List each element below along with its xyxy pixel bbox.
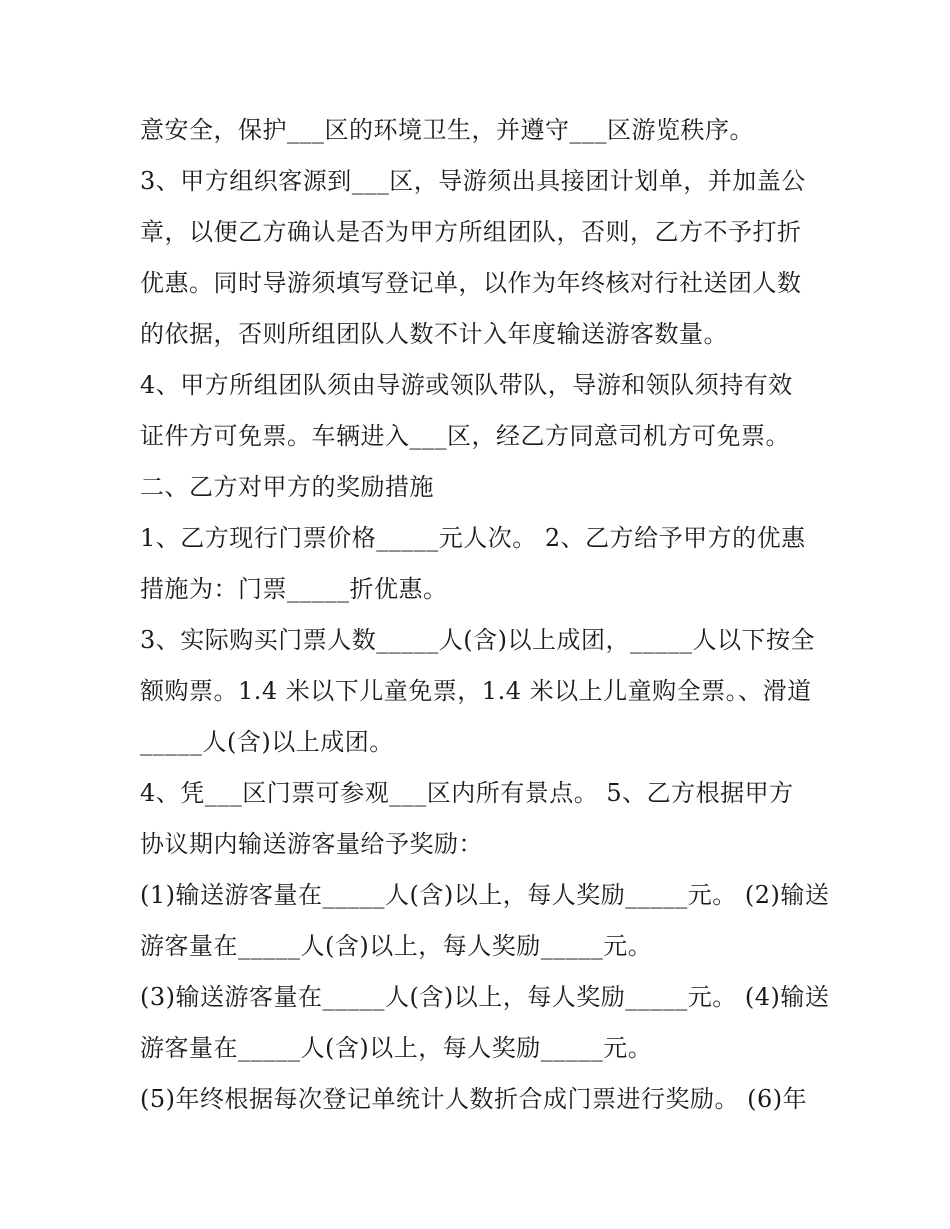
text-line: 优惠。同时导游须填写登记单，以作为年终核对行社送团人数 (140, 269, 802, 297)
text-line: 额购票。1.4 米以下儿童免票，1.4 米以上儿童购全票。、滑道 (140, 677, 812, 705)
text-line: _____人(含)以上成团。 (140, 728, 394, 756)
text-line: 章，以便乙方确认是否为甲方所组团队，否则，乙方不予打折 (140, 218, 802, 246)
text-line: 3、实际购买门票人数_____人(含)以上成团，_____人以下按全 (140, 626, 815, 654)
text-line: 协议期内输送游客量给予奖励： (140, 830, 483, 858)
text-line: 4、凭___区门票可参观___区内所有景点。 5、乙方根据甲方 (140, 779, 794, 807)
text-line: (5)年终根据每次登记单统计人数折合成门票进行奖励。 (6)年 (140, 1085, 808, 1113)
text-line: 3、甲方组织客源到___区，导游须出具接团计划单，并加盖公 (140, 167, 806, 195)
text-line: 措施为：门票_____折优惠。 (140, 575, 448, 603)
text-line: 1、乙方现行门票价格_____元人次。 2、乙方给予甲方的优惠 (140, 524, 806, 552)
text-line: 游客量在_____人(含)以上，每人奖励_____元。 (140, 1034, 653, 1062)
text-line: 意安全，保护___区的环境卫生，并遵守___区游览秩序。 (140, 116, 754, 144)
text-line: 4、甲方所组团队须由导游或领队带队，导游和领队须持有效 (140, 371, 793, 399)
text-line: 游客量在_____人(含)以上，每人奖励_____元。 (140, 932, 653, 960)
text-line: 的依据，否则所组团队人数不计入年度输送游客数量。 (140, 320, 728, 348)
document-body (140, 105, 830, 1125)
text-line: (3)输送游客量在_____人(含)以上，每人奖励_____元。 (4)输送 (140, 983, 830, 1011)
section-heading: 二、乙方对甲方的奖励措施 (140, 473, 434, 501)
text-line: (1)输送游客量在_____人(含)以上，每人奖励_____元。 (2)输送 (140, 881, 830, 909)
text-line: 证件方可免票。车辆进入___区，经乙方同意司机方可免票。 (140, 422, 790, 450)
